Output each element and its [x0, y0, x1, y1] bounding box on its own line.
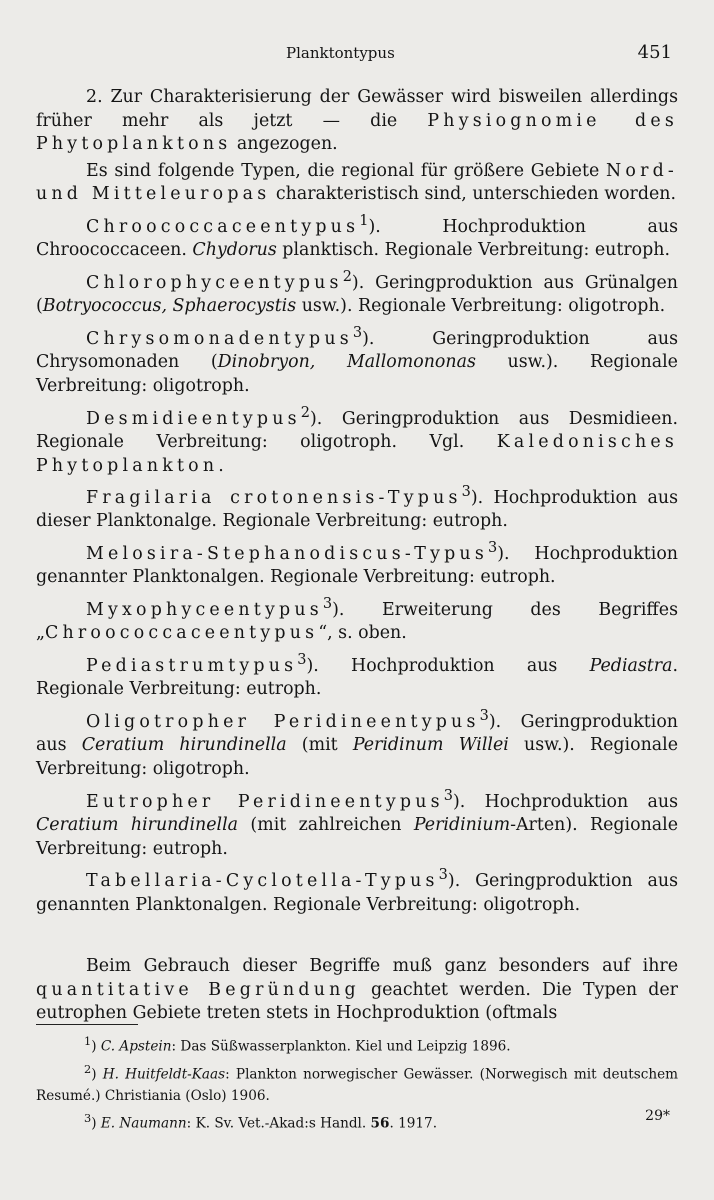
paragraph-physiognomie: 2. Zur Charakterisierung der Gewässer wird bisweilen allerdings früher mehr als jetzt — die Physiognomie des Phytoplanktons angezogen. — [36, 87, 678, 155]
page-header — [0, 44, 714, 70]
footnotes — [36, 1030, 678, 1135]
entry-melosira-typus: Melosira-Stephanodiscus-Typus$^3$). Hochproduktion genannter Planktonalgen. Regionale Verbreitung: eutroph. — [36, 540, 678, 588]
running-head: Planktontypus — [286, 44, 395, 62]
entry-pediastrumtypus: Pediastrumtypus$^3$). Hochproduktion aus Pediastra. Regionale Verbreitung: eutroph. — [36, 652, 678, 700]
footnote-2: $^2$) H. Huitfeldt-Kaas: Plankton norwegischer Gewässer. (Norwegisch mit deutschem Resumé.) Christiania (Oslo) 1906. — [36, 1061, 679, 1105]
entry-tabellaria-typus: Tabellaria-Cyclotella-Typus$^3$). Geringproduktion aus genannten Planktonalgen. Regionale Verbreitung: oligotroph. — [36, 867, 678, 915]
body-text — [36, 86, 678, 1029]
paragraph-quantitative: Beim Gebrauch dieser Begriffe muß ganz besonders auf ihre quantitative Begründung geachtet werden. Die Typen der eutrophen Gebiete treten stets in Hochproduktion (oftmals — [36, 956, 678, 1024]
entry-oligotropher-peridineentypus: Oligotropher Peridineentypus$^3$). Geringproduktion aus Ceratium hirundinella (mit Peridinum Willei usw.). Regionale Verbreitung: oligotroph. — [36, 708, 678, 780]
sheet-signature: 29* — [645, 1108, 670, 1124]
entry-myxophyceentypus: Myxophyceentypus$^3$). Erweiterung des Begriffes „Chroococcaceentypus“, s. oben. — [36, 596, 678, 644]
entry-chrysomonadentypus: Chrysomonadentypus$^3$). Geringproduktion aus Chrysomonaden (Dinobryon, Mallomononas usw.). Regionale Verbreitung: oligotroph. — [36, 324, 678, 396]
page-number: 451 — [637, 42, 672, 63]
footnote-rule — [36, 1024, 138, 1025]
footnote-1: $^1$) C. Apstein: Das Süßwasserplankton. Kiel und Leipzig 1896. — [84, 1034, 511, 1055]
footnote-3: $^3$) E. Naumann: K. Sv. Vet.-Akad:s Handl. 56. 1917. — [84, 1111, 438, 1132]
entry-fragilaria-typus: Fragilaria crotonensis-Typus$^3$). Hochproduktion aus dieser Planktonalge. Regionale Verbreitung: eutroph. — [36, 484, 678, 532]
paragraph-types-intro: Es sind folgende Typen, die regional für größere Gebiete Nord- und Mitteleuropas charakteristisch sind, unterschieden worden. — [36, 160, 678, 205]
entry-eutropher-peridineentypus: Eutropher Peridineentypus$^3$). Hochproduktion aus Ceratium hirundinella (mit zahlreichen Peridinium-Arten). Regionale Verbreitung: eutroph. — [36, 787, 678, 859]
entry-chroococcaceentypus: Chroococcaceentypus$^1$). Hochproduktion aus Chroococcaceen. Chydorus planktisch. Regionale Verbreitung: eutroph. — [36, 212, 678, 261]
entry-desmidieentypus: Desmidieentypus$^2$). Geringproduktion aus Desmidieen. Regionale Verbreitung: oligotroph. Vgl. Kaledonisches Phytoplankton. — [36, 404, 678, 476]
entry-chlorophyceentypus: Chlorophyceentypus$^2$). Geringproduktion aus Grünalgen (Botryococcus, Sphaerocystis usw.). Regionale Verbreitung: oligotroph. — [36, 268, 678, 317]
